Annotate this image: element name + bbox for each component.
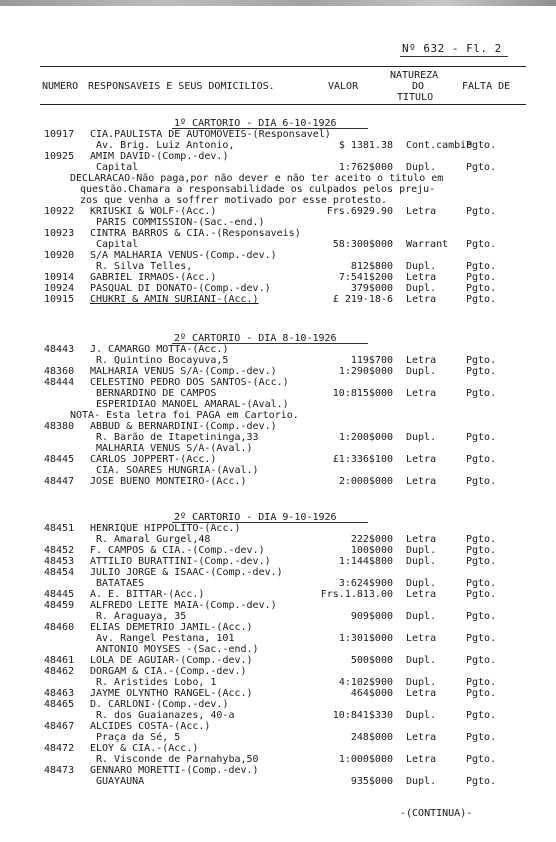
responsible-party: KRIUSKI & WOLF-(Acc.) <box>90 206 217 217</box>
title-nature: Dupl. <box>406 677 437 688</box>
amount: 10:841$330 <box>332 710 393 721</box>
party-detail: Av. Rangel Pestana, 101 <box>96 633 235 644</box>
reason: Pgto. <box>466 776 497 787</box>
entry-number: 48459 <box>44 600 75 611</box>
title-nature: Letra <box>406 388 437 399</box>
responsible-party: D. CARLONI-(Comp.-dev.) <box>90 699 229 710</box>
party-detail: MALHARIA VENUS S/A-(Aval.) <box>96 443 253 454</box>
entry-number: 48467 <box>44 721 75 732</box>
title-nature: Letra <box>406 589 437 600</box>
reason: Pgto. <box>466 556 497 567</box>
amount: Frs.1.813.00 <box>320 589 393 600</box>
col-header-valor: VALOR <box>328 81 359 92</box>
responsible-party: LOLA DE AGUIAR-(Comp.-dev.) <box>90 655 253 666</box>
reason: Pgto. <box>466 162 497 173</box>
divider <box>400 56 508 57</box>
amount: 1:290$000 <box>338 366 393 377</box>
entry-number: 10920 <box>44 250 75 261</box>
amount: 7:541$200 <box>338 272 393 283</box>
amount: 1:144$800 <box>338 556 393 567</box>
entry-number: 10922 <box>44 206 75 217</box>
reason: Pgto. <box>466 545 497 556</box>
title-nature: Letra <box>406 355 437 366</box>
entry-number: 48462 <box>44 666 75 677</box>
reason: Pgto. <box>466 432 497 443</box>
reason: Pgto. <box>466 239 497 250</box>
entry-number: 10914 <box>44 272 75 283</box>
entry-number: 48444 <box>44 377 75 388</box>
title-nature: Letra <box>406 633 437 644</box>
title-nature: Warrant <box>406 239 449 250</box>
entry-number: 48380 <box>44 421 75 432</box>
responsible-party: ALFREDO LEITE MAIA-(Comp.-dev.) <box>90 600 277 611</box>
reason: Pgto. <box>466 633 497 644</box>
title-nature: Dupl. <box>406 261 437 272</box>
title-nature: Dupl. <box>406 432 437 443</box>
title-nature: Dupl. <box>406 162 437 173</box>
party-detail: BATATAES <box>96 578 145 589</box>
reason: Pgto. <box>466 476 497 487</box>
entry-number: 48463 <box>44 688 75 699</box>
entry-number: 10917 <box>44 129 75 140</box>
divider <box>40 66 526 67</box>
entry-number: 48447 <box>44 476 75 487</box>
entry-number: 10924 <box>44 283 75 294</box>
party-detail: CIA. SOARES HUNGRIA-(Aval.) <box>96 465 259 476</box>
entry-number: 48445 <box>44 454 75 465</box>
col-header-natureza: DO <box>412 81 425 92</box>
note-text: DECLARACAO-Não paga,por não dever e não ter aceito o titulo em <box>70 173 444 184</box>
party-detail: ESPERIDIAO MANOEL AMARAL-(Aval.) <box>96 399 289 410</box>
amount: 379$000 <box>350 283 393 294</box>
party-detail: GUAYAUNA <box>96 776 145 787</box>
responsible-party: PASQUAL DI DONATO-(Comp.-dev.) <box>90 283 271 294</box>
col-header-numero: NUMERO <box>42 81 79 92</box>
party-detail: PARIS COMMISSION-(Sac.-end.) <box>96 217 265 228</box>
responsible-party: F. CAMPOS & CIA.-(Comp.-dev.) <box>90 545 265 556</box>
reason: Pgto. <box>466 272 497 283</box>
reason: Pgto. <box>466 578 497 589</box>
reason: Pgto. <box>466 140 497 151</box>
title-nature: Letra <box>406 732 437 743</box>
responsible-party: JULIO JORGE & ISAAC-(Comp.-dev.) <box>90 567 283 578</box>
party-detail: BERNARDINO DE CAMPOS <box>96 388 217 399</box>
reason: Pgto. <box>466 355 497 366</box>
reason: Pgto. <box>466 589 497 600</box>
responsible-party: CARLOS JOPPERT-(Acc.) <box>90 454 217 465</box>
reason: Pgto. <box>466 611 497 622</box>
title-nature: Letra <box>406 294 437 305</box>
responsible-party: MALHARIA VENUS S/A-(Comp.-dev.) <box>90 366 277 377</box>
responsible-party: ATTILIO BURATTINI-(Comp.-dev.) <box>90 556 271 567</box>
amount: 58:300$000 <box>332 239 393 250</box>
title-nature: Dupl. <box>406 283 437 294</box>
title-nature: Dupl. <box>406 366 437 377</box>
amount: 2:000$000 <box>338 476 393 487</box>
responsible-party: ALCIDES COSTA-(Acc.) <box>90 721 211 732</box>
amount: $ 1381.38 <box>338 140 393 151</box>
amount: 3:624$900 <box>338 578 393 589</box>
entry-number: 48360 <box>44 366 75 377</box>
party-detail: ANTONIO MOYSES -(Sac.-end.) <box>96 644 259 655</box>
party-detail: R. dos Guaianazes, 40-a <box>96 710 235 721</box>
responsible-party: ELIAS DEMETRIO JAMIL-(Acc.) <box>90 622 253 633</box>
responsible-party: J. CAMARGO MOTTA-(Acc.) <box>90 344 229 355</box>
party-detail: R. Araguaya, 35 <box>96 611 187 622</box>
col-header-responsaveis: RESPONSAVEIS E SEUS DOMICILIOS. <box>88 81 275 92</box>
section-title: 2º CARTORIO - DIA 9-10-1926 <box>174 512 337 523</box>
responsible-party: CIA.PAULISTA DE AUTOMOVEIS-(Responsavel) <box>90 129 331 140</box>
title-nature: Dupl. <box>406 578 437 589</box>
responsible-party: CELESTINO PEDRO DOS SANTOS-(Acc.) <box>90 377 289 388</box>
reason: Pgto. <box>466 366 497 377</box>
party-detail: R. Visconde de Parnahyba,50 <box>96 754 259 765</box>
responsible-party: GENNARO MORETTI-(Comp.-dev.) <box>90 765 259 776</box>
entry-number: 48443 <box>44 344 75 355</box>
amount: 812$800 <box>350 261 393 272</box>
amount: 935$000 <box>350 776 393 787</box>
reason: Pgto. <box>466 732 497 743</box>
title-nature: Letra <box>406 688 437 699</box>
reason: Pgto. <box>466 754 497 765</box>
title-nature: Dupl. <box>406 776 437 787</box>
title-nature: Dupl. <box>406 611 437 622</box>
entry-number: 48452 <box>44 545 75 556</box>
reason: Pgto. <box>466 283 497 294</box>
party-detail: Capital <box>96 239 139 250</box>
amount: 100$000 <box>350 545 393 556</box>
amount: 1:000$000 <box>338 754 393 765</box>
title-nature: Dupl. <box>406 710 437 721</box>
section-title: 1º CARTORIO - DIA 6-10-1926 <box>174 118 337 129</box>
title-nature: Dupl. <box>406 545 437 556</box>
reason: Pgto. <box>466 677 497 688</box>
amount: 1:762$000 <box>338 162 393 173</box>
continued-marker: -(CONTINUA)- <box>400 808 473 819</box>
amount: 500$000 <box>350 655 393 666</box>
party-detail: Praça da Sé, 5 <box>96 732 181 743</box>
amount: £ 219-18-6 <box>332 294 393 305</box>
responsible-party: GABRIEL IRMAOS-(Acc.) <box>90 272 217 283</box>
note-text: questão.Chamara a responsabilidade os culpados pelos preju- <box>80 184 436 195</box>
entry-number: 48460 <box>44 622 75 633</box>
amount: 1:301$000 <box>338 633 393 644</box>
entry-number: 48461 <box>44 655 75 666</box>
party-detail: R. Quintino Bocayuva,5 <box>96 355 229 366</box>
party-detail: R. Amaral Gurgel,48 <box>96 534 211 545</box>
entry-number: 48473 <box>44 765 75 776</box>
reason: Pgto. <box>466 655 497 666</box>
party-detail: Capital <box>96 162 139 173</box>
responsible-party: HENRIQUE HIPPOLITO-(Acc.) <box>90 523 241 534</box>
amount: 119$700 <box>350 355 393 366</box>
entry-number: 10925 <box>44 151 75 162</box>
reason: Pgto. <box>466 388 497 399</box>
responsible-party: ELOY & CIA.-(Acc.) <box>90 743 199 754</box>
entry-number: 48472 <box>44 743 75 754</box>
entry-number: 48445 <box>44 589 75 600</box>
entry-number: 48453 <box>44 556 75 567</box>
note-text: NOTA- Esta letra foi PAGA em Cartorio. <box>70 410 299 421</box>
col-header-natureza: TITULO <box>397 92 434 103</box>
party-detail: R. Aristides Lobo, 1 <box>96 677 217 688</box>
col-header-natureza: NATUREZA <box>390 70 439 81</box>
responsible-party: A. E. BITTAR-(Acc.) <box>90 589 205 600</box>
amount: £1:336$100 <box>332 454 393 465</box>
reason: Pgto. <box>466 710 497 721</box>
page-number: Nº 632 - Fl. 2 <box>402 42 502 55</box>
amount: 1:200$000 <box>338 432 393 443</box>
responsible-party: AMIM DAVID-(Comp.-dev.) <box>90 151 229 162</box>
section-title: 2º CARTORIO - DIA 8-10-1926 <box>174 333 337 344</box>
party-detail: Av. Brig. Luiz Antonio, <box>96 140 235 151</box>
entry-number: 10915 <box>44 294 75 305</box>
responsible-party: CINTRA BARROS & CIA.-(Responsaveis) <box>90 228 301 239</box>
responsible-party: DORGAM & CIA.-(Comp.-dev.) <box>90 666 247 677</box>
reason: Pgto. <box>466 206 497 217</box>
party-detail: R. Barão de Itapetininga,33 <box>96 432 259 443</box>
reason: Pgto. <box>466 294 497 305</box>
col-header-falta: FALTA DE <box>462 81 511 92</box>
title-nature: Letra <box>406 206 437 217</box>
title-nature: Letra <box>406 754 437 765</box>
reason: Pgto. <box>466 454 497 465</box>
reason: Pgto. <box>466 534 497 545</box>
amount: 222$000 <box>350 534 393 545</box>
entry-number: 48451 <box>44 523 75 534</box>
reason: Pgto. <box>466 261 497 272</box>
amount: 10:815$000 <box>332 388 393 399</box>
amount: 464$000 <box>350 688 393 699</box>
scan-edge <box>0 0 556 6</box>
entry-number: 48465 <box>44 699 75 710</box>
entry-number: 48454 <box>44 567 75 578</box>
party-detail: R. Silva Telles, <box>96 261 193 272</box>
note-text: zos que venha a soffrer motivado por esse protesto. <box>80 195 388 206</box>
title-nature: Dupl. <box>406 556 437 567</box>
title-nature: Letra <box>406 454 437 465</box>
responsible-party: ABBUD & BERNARDINI-(Comp.-dev.) <box>90 421 277 432</box>
amount: 4:102$900 <box>338 677 393 688</box>
entry-number: 10923 <box>44 228 75 239</box>
title-nature: Cont.cambio <box>406 140 473 151</box>
amount: Frs.6929.90 <box>326 206 393 217</box>
responsible-party: JAYME OLYNTHO RANGEL-(Acc.) <box>90 688 253 699</box>
title-nature: Letra <box>406 272 437 283</box>
amount: 909$000 <box>350 611 393 622</box>
title-nature: Dupl. <box>406 655 437 666</box>
responsible-party: CHUKRI & AMIN SURIANI-(Acc.) <box>90 294 259 305</box>
title-nature: Letra <box>406 534 437 545</box>
reason: Pgto. <box>466 688 497 699</box>
amount: 248$000 <box>350 732 393 743</box>
divider <box>40 104 526 105</box>
responsible-party: S/A MALHARIA VENUS-(Comp.-dev.) <box>90 250 277 261</box>
responsible-party: JOSE BUENO MONTEIRO-(Acc.) <box>90 476 247 487</box>
title-nature: Letra <box>406 476 437 487</box>
